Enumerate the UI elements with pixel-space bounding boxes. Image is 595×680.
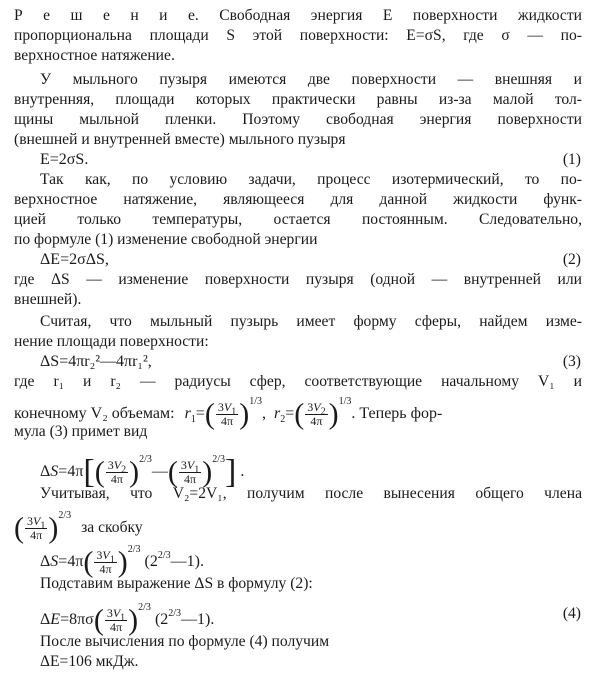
common-factor-line: ( $\frac{3V_1}{4\pi}$ )$^{2/3}$ за скобку	[14, 510, 143, 545]
equation-3: ΔS=4πr₂²—4πr₁²,	[40, 353, 152, 370]
bracket-formula: ΔS=4π[( $\frac{3V_2}{4\pi}$ )$^{2/3}$—( $\frac{3V_1}{4\pi}$ )$^{2/3}$] .	[40, 453, 245, 491]
text-line-1: Р е ш е н и е. Свободная энергия E поверхности жидкости	[14, 7, 582, 24]
text-line-10: цией только температуры, остается постоянным. Следовательно,	[14, 211, 582, 228]
final-result: ΔE=106 мкДж.	[40, 653, 139, 670]
equation-number-3: (3)	[562, 353, 581, 370]
text-line-16: Учитывая, что V₂=2V₁, получим после вынесения общего члена	[40, 485, 582, 502]
text-line-9: верхностное натяжение, являющееся для данной жидкости функ-	[14, 191, 582, 208]
text-line-8: Так как, по условию задачи, процесс изотермический, то по-	[40, 171, 582, 188]
text-line-radii-c: мула (3) примет вид	[14, 423, 148, 440]
radii-formula-line: конечному V₂ объемам: $r_1=$( $\frac{3V_1}{4\pi}$ )$^{1/3}$, $r_2=$( $\frac{3V_2}{4\pi}$ )$^{1/3}$. Теперь фор-	[14, 396, 443, 431]
equation-1: E=2σS.	[40, 151, 89, 168]
text-line-7: (внешней и внутренней вместе) мыльного пузыря	[14, 131, 346, 148]
text-line-3: верхностное натяжение.	[14, 47, 175, 64]
equation-number-2: (2)	[562, 251, 581, 268]
text-line-17: за скобку	[81, 519, 143, 536]
equation-2: ΔE=2σΔS,	[40, 251, 109, 268]
factored-formula: ΔS=4π( $\frac{3V_1}{4\pi}$ )$^{2/3}$ $(2^{2/3}—1)$.	[40, 544, 204, 579]
text-line-15: нение площади поверхности:	[14, 333, 209, 350]
text-line-19: После вычисления по формуле (4) получим	[40, 633, 330, 650]
text-line-12: где ΔS — изменение поверхности пузыря (одной — внутренней или	[14, 271, 582, 288]
radii-line-end: . Теперь фор-	[351, 405, 443, 422]
equation-number-4: (4)	[562, 605, 581, 622]
text-line-13: внешней).	[14, 291, 82, 308]
equation-number-1: (1)	[562, 151, 581, 168]
radii-line-start: конечному V₂ объемам:	[14, 405, 175, 422]
text-line-11: по формуле (1) изменение свободной энергии	[14, 231, 318, 248]
text-line-6: щины мыльной пленки. Поэтому свободная энергия поверхности	[14, 111, 582, 128]
text-line-5: внутренняя, площади которых практически равны из-за малой тол-	[14, 91, 582, 108]
text-line-radii-a: где r₁ и r₂ — радиусы сфер, соответствующие начальному V₁ и	[14, 373, 582, 390]
text-line-2: пропорциональна площади S этой поверхности: E=σS, где σ — по-	[14, 27, 582, 44]
text-line-4: У мыльного пузыря имеются две поверхности — внешняя и	[40, 71, 582, 88]
equation-4: ΔE=8πσ( $\frac{3V_1}{4\pi}$ )$^{2/3}$ $(2^{2/3}—1)$.	[40, 602, 215, 637]
text-line-18: Подставим выражение ΔS в формулу (2):	[40, 575, 313, 592]
text-line-14: Считая, что мыльный пузырь имеет форму сферы, найдем изме-	[40, 313, 582, 330]
